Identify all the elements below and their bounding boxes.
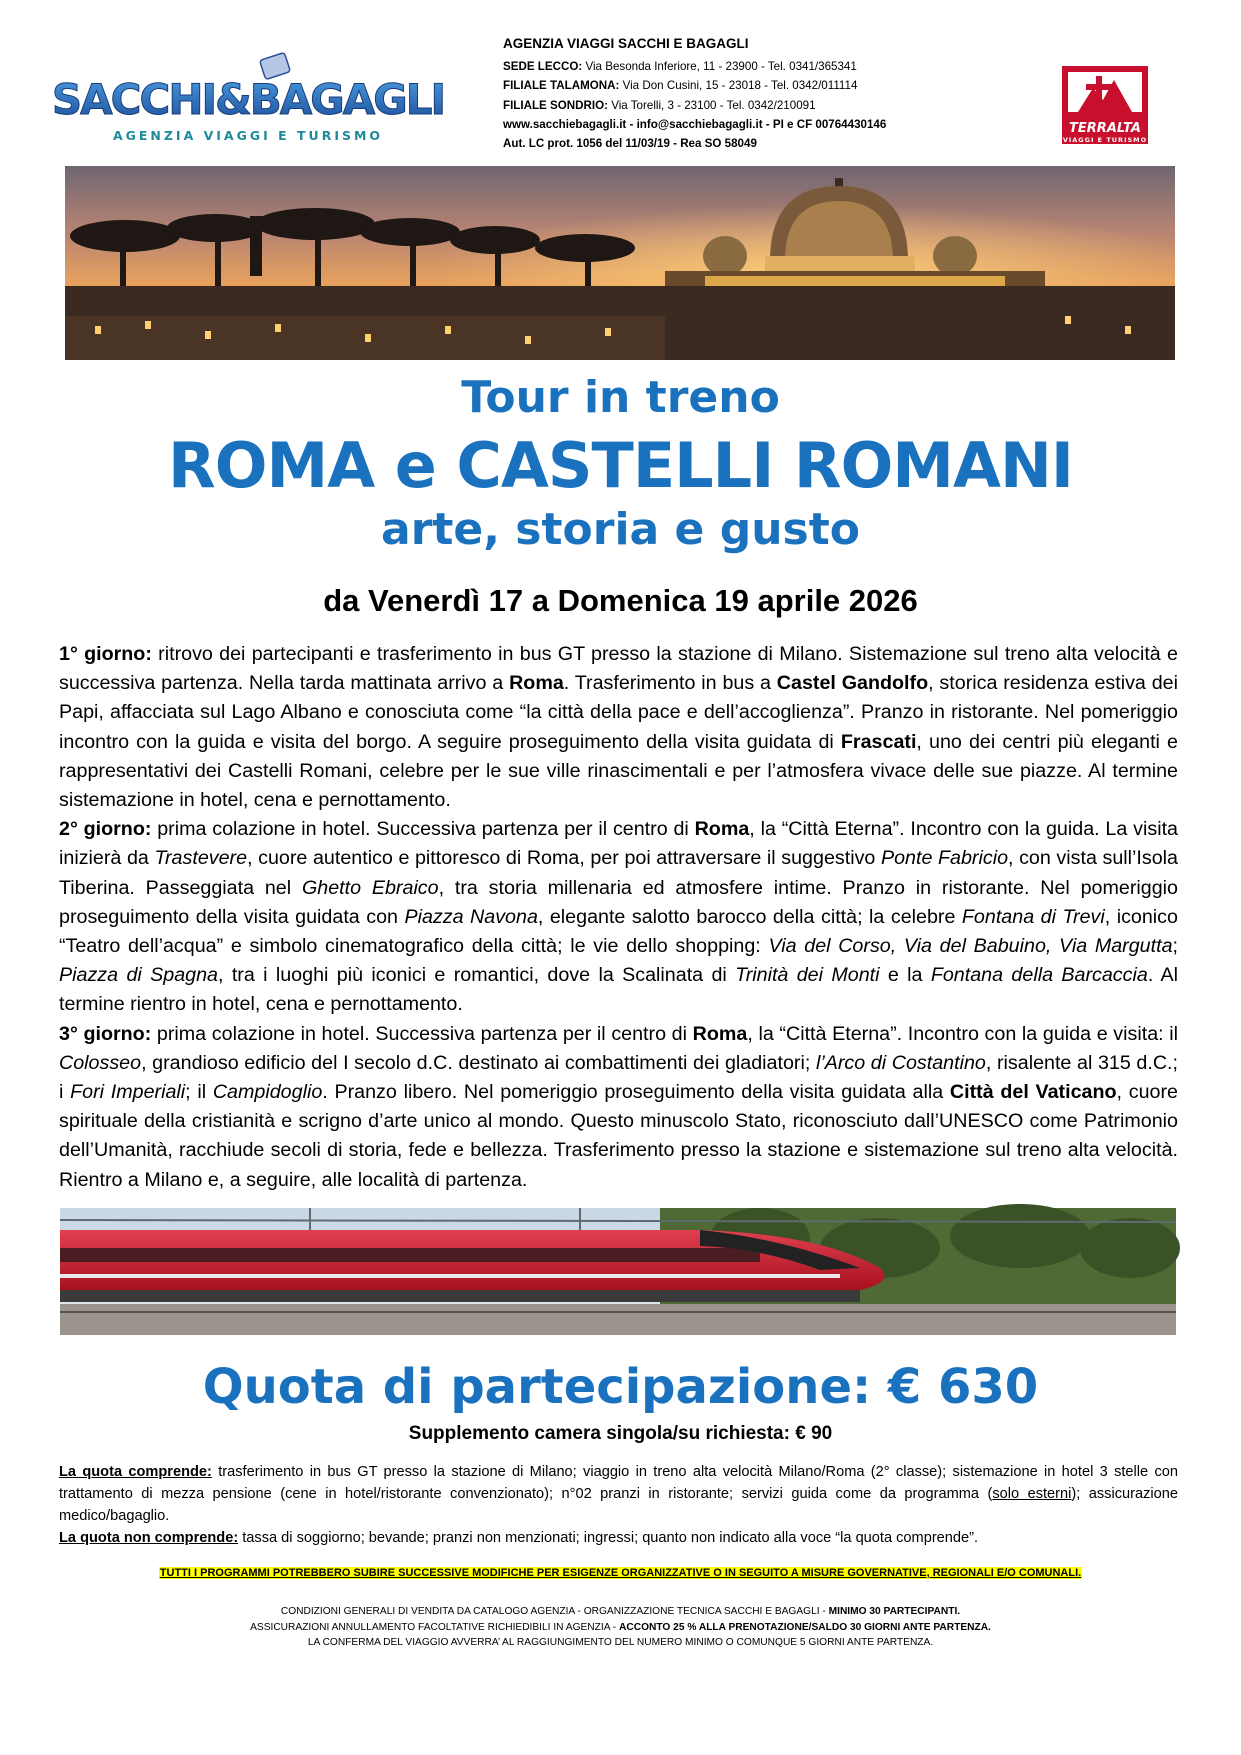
itinerary bbox=[59, 640, 1178, 1195]
authorization: Aut. LC prot. 1056 del 11/03/19 - Rea SO 58049 bbox=[503, 137, 757, 151]
day1-paragraph: 1° giorno: ritrovo dei partecipanti e trasferimento in bus GT presso la stazione di Milano. Sistemazione sul treno alta velocità e successiva partenza. Nella tarda mattinata arrivo a Roma. Trasferimento in bus a Castel Gandolfo, storica residenza estiva dei Papi, affacciata sul Lago Albano e conosciuta come “la città della pace e dell’accoglienza”. Pranzo in ristorante. Nel pomeriggio incontro con la guida e visita del borgo. A seguire proseguimento della visita guidata di Frascati, uno dei centri più eleganti e rappresentativi dei Castelli Romani, celebre per le sue ville rinascimentali e per l’atmosfera vivace delle sue piazze. Al termine sistemazione in hotel, cena e pernottamento. bbox=[59, 643, 1178, 812]
participation-price: Quota di partecipazione: € 630 bbox=[202, 1359, 1039, 1415]
title-line1: Tour in treno bbox=[461, 372, 780, 423]
train-icon bbox=[60, 1230, 885, 1302]
web-contacts: www.sacchiebagagli.it - info@sacchiebagagli.it - PI e CF 00764430146 bbox=[503, 117, 887, 131]
filiale-sondrio: FILIALE SONDRIO: Via Torelli, 3 - 23100 - Tel. 0342/210091 bbox=[503, 98, 816, 112]
quota-non-comprende: La quota non comprende: tassa di soggiorno; bevande; pranzi non menzionati; ingressi; quanto non indicato alla voce “la quota comprende”. bbox=[59, 1530, 979, 1546]
terralta-name: TERRALTA bbox=[1069, 121, 1141, 136]
quota-comprende: La quota comprende: trasferimento in bus GT presso la stazione di Milano; viaggio in treno alta velocità Milano/Roma (2° classe); sistemazione in hotel 3 stelle con trattamento di mezza pensione (cene in hotel/ristorante convenzionato); n°02 pranzi in ristorante; servizi guida come da programma (solo esterni); assicurazione medico/bagaglio. bbox=[59, 1464, 1178, 1524]
high-speed-train-photo bbox=[60, 1208, 1176, 1335]
tour-dates: da Venerdì 17 a Domenica 19 aprile 2026 bbox=[323, 583, 918, 618]
inclusions bbox=[59, 1461, 1178, 1549]
program-changes-warning: TUTTI I PROGRAMMI POTREBBERO SUBIRE SUCCESSIVE MODIFICHE PER ESIGENZE ORGANIZZATIVE O IN SEGUITO A MISURE GOVERNATIVE, REGIONALI E/O COMUNALI. bbox=[159, 1567, 1082, 1579]
day3-paragraph: 3° giorno: prima colazione in hotel. Successiva partenza per il centro di Roma, la “Città Eterna”. Incontro con la guida e visita: il Colosseo, grandioso edificio del I secolo d.C. destinato ai combattimenti dei gladiatori; l’Arco di Costantino, risalente al 315 d.C.; i Fori Imperiali; il Campidoglio. Pranzo libero. Nel pomeriggio proseguimento della visita guidata alla Città del Vaticano, cuore spirituale della cristianità e scrigno d’arte unico al mondo. Questo minuscolo Stato, riconosciuto dall’UNESCO come Patrimonio dell’Umanità, racchiude secoli di storia, fede e bellezza. Trasferimento presso la stazione e sistemazione sul treno alta velocità. Rientro a Milano e, a seguire, alle località di partenza. bbox=[59, 1022, 1179, 1191]
conditions-line3: LA CONFERMA DEL VIAGGIO AVVERRA’ AL RAGGIUNGIMENTO DEL NUMERO MINIMO O COMUNQUE 5 GIORNI ANTE PARTENZA. bbox=[307, 1637, 934, 1648]
agency-logo bbox=[51, 52, 445, 152]
conditions-line2: ASSICURAZIONI ANNULLAMENTO FACOLTATIVE RICHIEDIBILI IN AGENZIA - ACCONTO 25 % ALLA PRENOTAZIONE/SALDO 30 GIORNI ANTE PARTENZA. bbox=[250, 1621, 991, 1633]
logo-tagline: AGENZIA VIAGGI E TURISMO bbox=[112, 128, 384, 143]
rome-sunset-photo bbox=[65, 166, 1175, 360]
day2-paragraph: 2° giorno: prima colazione in hotel. Successiva partenza per il centro di Roma, la “Città Eterna”. Incontro con la guida. La visita inizierà da Trastevere, cuore autentico e pittoresco di Roma, per poi attraversare il suggestivo Ponte Fabricio, con vista sull’Isola Tiberina. Passeggiata nel Ghetto Ebraico, tra storia millenaria ed atmosfere intime. Pranzo in ristorante. Nel pomeriggio proseguimento della visita guidata con Piazza Navona, elegante salotto barocco della città; la celebre Fontana di Trevi, iconico “Teatro dell’acqua” e simbolo cinematografico della città; le vie dello shopping: Via del Corso, Via del Babuino, Via Margutta; Piazza di Spagna, tra i luoghi più iconici e romantici, dove la Scalinata di Trinità dei Monti e la Fontana della Barcaccia. Al termine rientro in hotel, cena e pernottamento. bbox=[59, 818, 1179, 1016]
title-line3: arte, storia e gusto bbox=[381, 504, 860, 555]
single-room-supplement: Supplemento camera singola/su richiesta: € 90 bbox=[408, 1423, 833, 1444]
title-line2: ROMA e CASTELLI ROMANI bbox=[168, 429, 1073, 502]
logo-wordmark: SACCHI&BAGAGLI bbox=[51, 75, 445, 124]
filiale-talamona: FILIALE TALAMONA: Via Don Cusini, 15 - 23018 - Tel. 0342/011114 bbox=[503, 79, 858, 93]
sede-lecco: SEDE LECCO: Via Besonda Inferiore, 11 - 23900 - Tel. 0341/365341 bbox=[503, 60, 857, 73]
terralta-sub: VIAGGI E TURISMO bbox=[1062, 136, 1148, 144]
sale-conditions bbox=[0, 1604, 1241, 1651]
agency-info bbox=[503, 34, 923, 153]
terralta-logo bbox=[1058, 62, 1152, 146]
conditions-line1: CONDIZIONI GENERALI DI VENDITA DA CATALOGO AGENZIA - ORGANIZZAZIONE TECNICA SACCHI E BAGAGLI - MINIMO 30 PARTECIPANTI. bbox=[280, 1606, 961, 1617]
agency-name: AGENZIA VIAGGI SACCHI E BAGAGLI bbox=[503, 36, 749, 51]
